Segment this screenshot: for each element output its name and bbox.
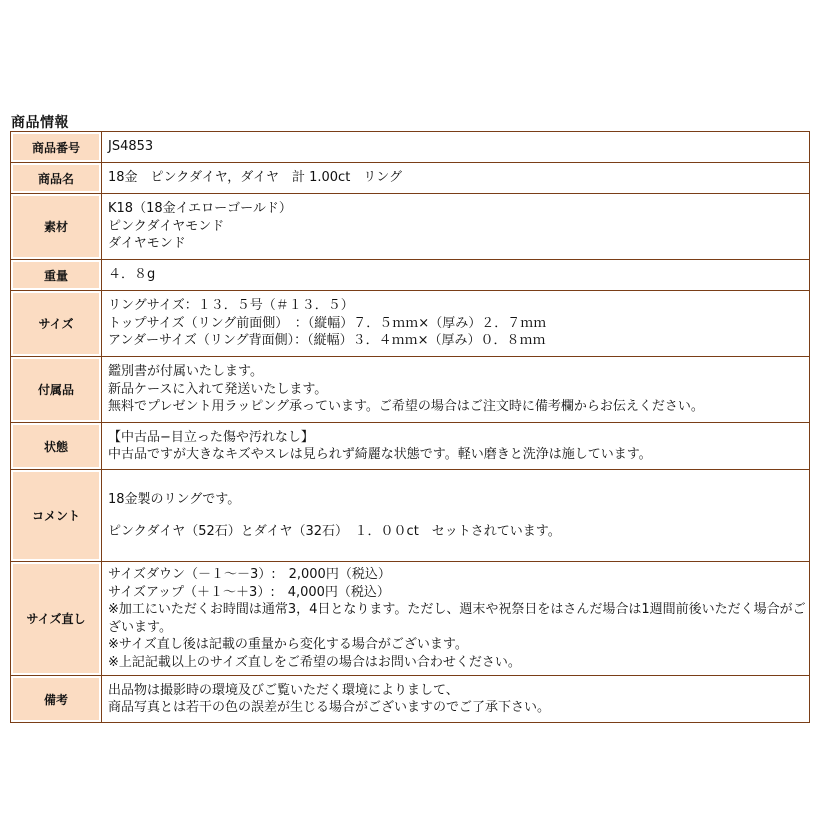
value-comment bbox=[102, 470, 810, 562]
size-line: トップサイズ（リング前面側） ：（縦幅）７．５ｍｍ×（厚み）２．７ｍｍ bbox=[108, 315, 547, 331]
row-product-name bbox=[11, 163, 810, 194]
material-line: ピンクダイヤモンド bbox=[108, 218, 225, 234]
value-resize bbox=[102, 562, 810, 676]
label-condition: 状態 bbox=[11, 423, 102, 470]
condition-line: 中古品ですが大きなキズやスレは見られず綺麗な状態です。軽い磨きと洗浄は施しています。 bbox=[108, 447, 652, 462]
notes-line: 出品物は撮影時の環境及びご覧いただく環境によりまして、 bbox=[108, 682, 459, 698]
comment-gap bbox=[108, 508, 809, 523]
label-resize: サイズ直し bbox=[11, 562, 102, 676]
resize-line: サイズアップ（＋１～＋3）: 4,000円（税込） bbox=[108, 584, 390, 600]
value-size bbox=[102, 291, 810, 357]
condition-line: 【中古品−目立った傷や汚れなし】 bbox=[108, 429, 314, 445]
label-material: 素材 bbox=[11, 194, 102, 260]
value-condition bbox=[102, 423, 810, 470]
section-title: 商品情報 bbox=[11, 115, 69, 131]
value-weight bbox=[102, 260, 810, 291]
value-notes bbox=[102, 676, 810, 723]
row-weight bbox=[11, 260, 810, 291]
row-resize bbox=[11, 562, 810, 676]
material-line: K18（18金イエローゴールド） bbox=[108, 201, 292, 217]
label-accessories: 付属品 bbox=[11, 357, 102, 423]
row-comment bbox=[11, 470, 810, 562]
comment-line: 18金製のリングです。 bbox=[108, 491, 241, 507]
label-product-name: 商品名 bbox=[11, 163, 102, 194]
material-line: ダイヤモンド bbox=[108, 236, 186, 252]
product-number-text: JS4853 bbox=[108, 139, 154, 155]
size-line: リングサイズ：１３．５号（＃１３．５） bbox=[108, 298, 354, 314]
resize-line: ※サイズ直し後は記載の重量から変化する場合がございます。 bbox=[108, 637, 468, 652]
label-notes: 備考 bbox=[11, 676, 102, 723]
label-weight: 重量 bbox=[11, 260, 102, 291]
row-accessories bbox=[11, 357, 810, 423]
size-line: アンダーサイズ（リング背面側）：（縦幅）３．４ｍｍ×（厚み）０．８ｍｍ bbox=[108, 333, 546, 349]
value-product-name bbox=[102, 163, 810, 194]
row-condition bbox=[11, 423, 810, 470]
accessories-line: 無料でプレゼント用ラッピング承っています。ご希望の場合はご注文時に備考欄からお伝えください。 bbox=[108, 399, 704, 415]
value-accessories bbox=[102, 357, 810, 423]
accessories-line: 新品ケースに入れて発送いたします。 bbox=[108, 381, 328, 397]
row-material bbox=[11, 194, 810, 260]
resize-line: サイズダウン（－１～－3）: 2,000円（税込） bbox=[108, 567, 391, 582]
accessories-line: 鑑別書が付属いたします。 bbox=[108, 364, 263, 380]
value-product-number bbox=[102, 132, 810, 163]
comment-line: ピンクダイヤ（52石）とダイヤ（32石） １．００ct セットされています。 bbox=[108, 524, 561, 539]
weight-text: ４．８g bbox=[108, 267, 156, 283]
product-info-table bbox=[10, 131, 810, 723]
row-notes bbox=[11, 676, 810, 723]
row-product-number bbox=[11, 132, 810, 163]
product-name-text: 18金 ピンクダイヤ，ダイヤ 計 1.00ct リング bbox=[108, 170, 403, 186]
resize-line: ※加工にいただくお時間は通常3，4日となります。ただし、週末や祝祭日をはさんだ場合は1週間前後いただく場合がございます。 bbox=[108, 602, 806, 635]
label-comment: コメント bbox=[11, 470, 102, 562]
label-product-number: 商品番号 bbox=[11, 132, 102, 163]
label-size: サイズ bbox=[11, 291, 102, 357]
value-material bbox=[102, 194, 810, 260]
notes-line: 商品写真とは若干の色の誤差が生じる場合がございますのでご了承下さい。 bbox=[108, 700, 551, 715]
row-size bbox=[11, 291, 810, 357]
resize-line: ※上記記載以上のサイズ直しをご希望の場合はお問い合わせください。 bbox=[108, 654, 521, 670]
